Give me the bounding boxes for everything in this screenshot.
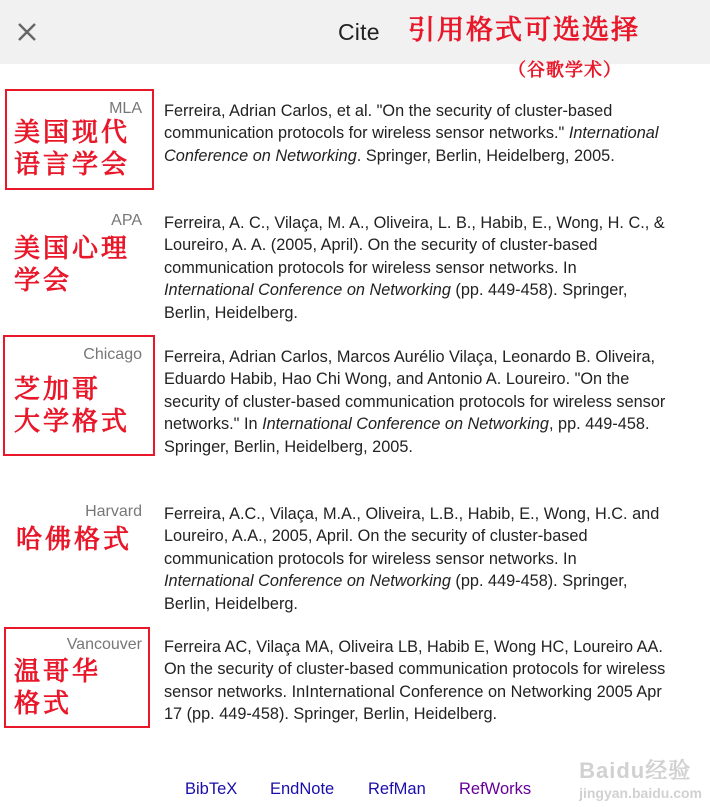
close-button[interactable] [14, 19, 40, 45]
annotation-label: 哈佛格式 [16, 525, 133, 555]
citation-text[interactable]: Ferreira, Adrian Carlos, et al. "On the security of cluster-based communication protocols for wireless sensor networks." International Conference on Networking. Springer, Berlin, Heidelberg, 2005. [164, 102, 659, 165]
citation-style-label: MLA [109, 100, 142, 117]
citation-text[interactable]: Ferreira, A.C., Vilaça, M.A., Oliveira, L.B., Habib, E., Wong, H.C. and Loureiro, A.A., 2005, April. On the security of cluster-based communication protocols for wireless sensor networks. In International Conference on Networking (pp. 449-458). Springer, Berlin, Heidelberg. [164, 505, 660, 613]
citation-style-label: APA [111, 212, 142, 229]
citation-text[interactable]: Ferreira, A. C., Vilaça, M. A., Oliveira, L. B., Habib, E., Wong, H. C., & Loureiro, A. A. (2005, April). On the security of cluster-based communication protocols for wireless sensor networks. In International Conference on Networking (pp. 449-458). Springer, Berlin, Heidelberg. [164, 214, 665, 322]
annotation-title: 引用格式可选选择 [408, 15, 640, 46]
baidu-watermark: Baidu经验 jingyan.baidu.com [579, 758, 702, 801]
citation-style-label: Chicago [83, 346, 142, 363]
refman-link[interactable]: RefMan [368, 780, 426, 798]
citation-text[interactable]: Ferreira AC, Vilaça MA, Oliveira LB, Habib E, Wong HC, Loureiro AA. On the security of cluster-based communication protocols for wireless sensor networks. InInternational Conference on Networking 2005 Apr 17 (pp. 449-458). Springer, Berlin, Heidelberg. [164, 638, 666, 724]
annotation-subtitle: （谷歌学术） [508, 60, 622, 81]
close-icon[interactable] [14, 19, 40, 45]
annotation-label: 芝加哥 大学格式 [14, 375, 131, 437]
endnote-link[interactable]: EndNote [270, 780, 335, 798]
bibtex-link[interactable]: BibTeX [185, 780, 238, 798]
annotation-label: 温哥华 格式 [14, 657, 102, 719]
annotation-label: 美国心理 学会 [14, 234, 131, 296]
citation-text[interactable]: Ferreira, Adrian Carlos, Marcos Aurélio Vilaça, Leonardo B. Oliveira, Eduardo Habib, Hao Chi Wong, and Antonio A. Loureiro. "On the security of cluster-based communication protocols for wireless sensor networks." In International Conference on Networking, pp. 449-458. Springer, Berlin, Heidelberg, 2005. [164, 348, 666, 456]
annotation-label: 美国现代 语言学会 [14, 118, 131, 180]
citation-style-label: Vancouver [66, 636, 142, 653]
dialog-title: Cite [338, 19, 380, 45]
refworks-link[interactable]: RefWorks [459, 780, 532, 798]
citation-style-label: Harvard [85, 503, 142, 520]
